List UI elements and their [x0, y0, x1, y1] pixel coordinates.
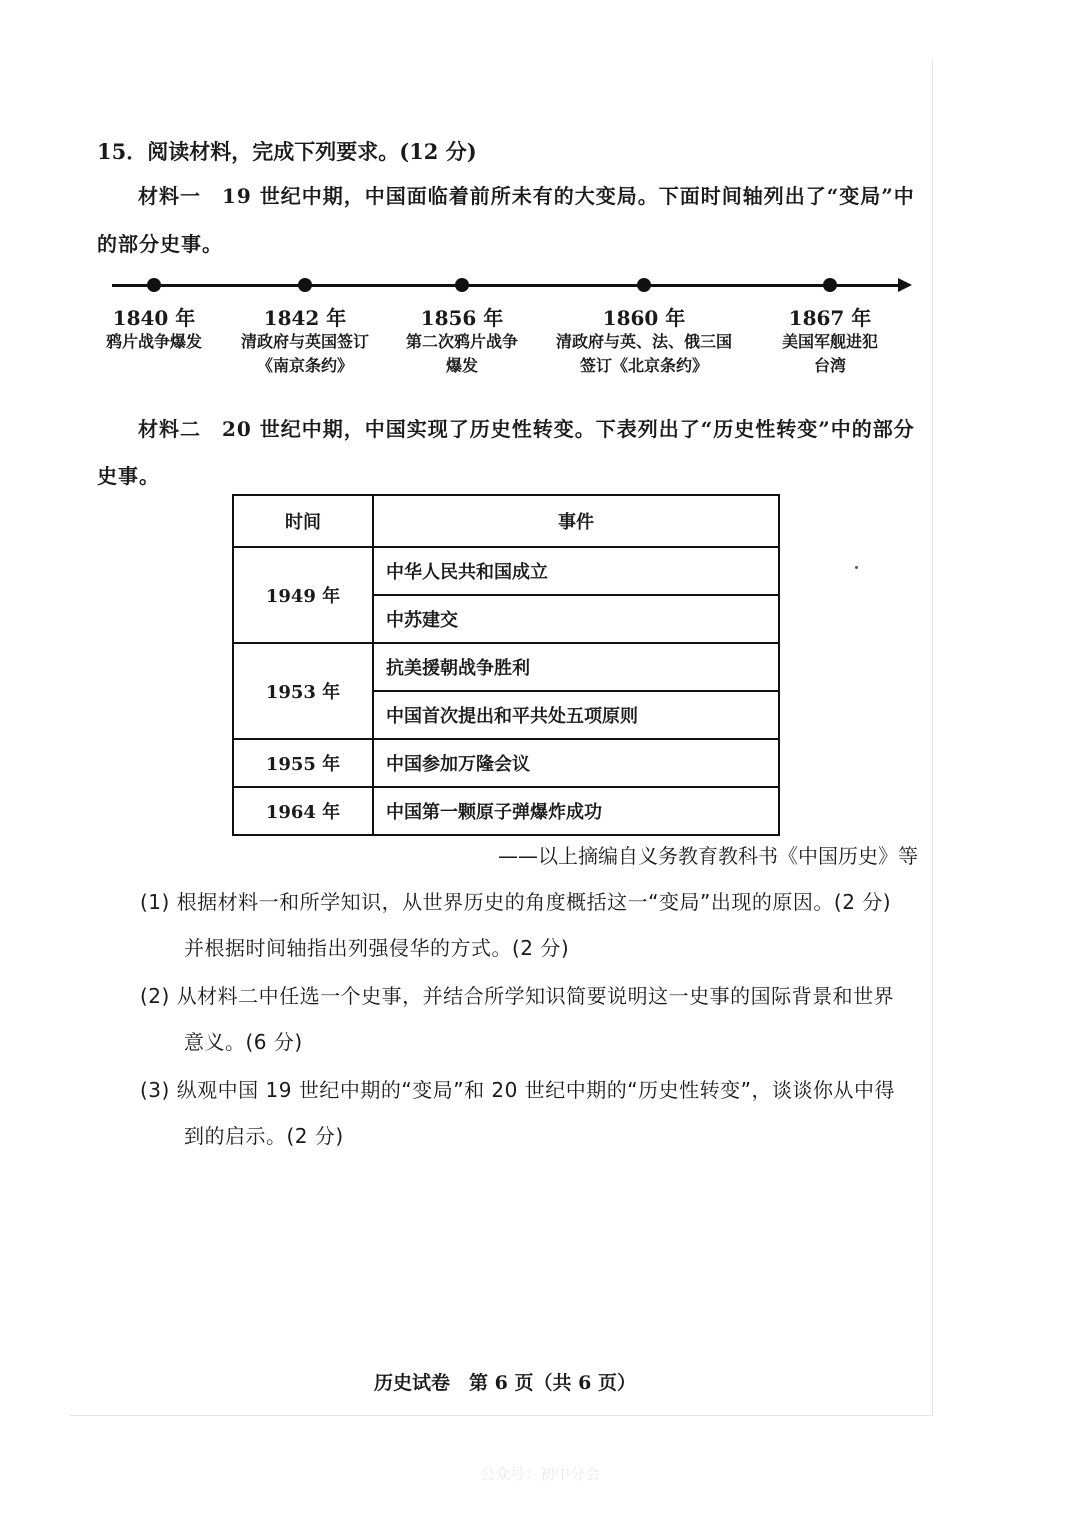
- scan-speck: [855, 566, 858, 569]
- timeline-node: [382, 272, 542, 378]
- timeline-dot: [455, 278, 469, 292]
- timeline-year: 1867 年: [788, 306, 872, 330]
- timeline-year: 1860 年: [602, 306, 686, 330]
- timeline-event: 签订《北京条约》: [579, 356, 708, 375]
- table-row: [233, 547, 779, 595]
- timeline-year: 1856 年: [420, 306, 504, 330]
- question-2-line1: (2) 从材料二中任选一个史事，并结合所学知识简要说明这一史事的国际背景和世界: [140, 984, 895, 1008]
- material2-line1: 材料二 20 世纪中期，中国实现了历史性转变。下表列出了“历史性转变”中的部分: [138, 417, 915, 441]
- source-citation: ——以上摘编自义务教育教科书《中国历史》等: [498, 844, 918, 868]
- timeline-node: [750, 272, 910, 378]
- timeline-dot: [637, 278, 651, 292]
- material1-line2: 的部分史事。: [97, 232, 223, 256]
- question-3-line1: (3) 纵观中国 19 世纪中期的“变局”和 20 世纪中期的“历史性转变”，谈谈你从中得: [140, 1078, 895, 1102]
- watermark: 公众号：初中分会: [479, 1465, 600, 1483]
- table-year-cell: 1953 年: [233, 643, 373, 739]
- table-event-cell: 中华人民共和国成立: [373, 547, 779, 595]
- table-header-row: [233, 495, 779, 547]
- table-event-cell: 抗美援朝战争胜利: [373, 643, 779, 691]
- table-row: [233, 643, 779, 691]
- timeline-year: 1842 年: [263, 306, 347, 330]
- timeline-event: 第二次鸦片战争: [405, 332, 518, 351]
- table-header: 事件: [373, 495, 779, 547]
- table-event-cell: 中苏建交: [373, 595, 779, 643]
- timeline-event: 台湾: [813, 356, 846, 375]
- question-3-line2: 到的启示。(2 分): [184, 1124, 344, 1148]
- timeline-dot: [298, 278, 312, 292]
- timeline-event: 清政府与英、法、俄三国: [555, 332, 732, 351]
- table-year-cell: 1955 年: [233, 739, 373, 787]
- table-row: [233, 739, 779, 787]
- question-1-line2: 并根据时间轴指出列强侵华的方式。(2 分): [184, 936, 570, 960]
- question-title: 15．阅读材料，完成下列要求。(12 分): [97, 139, 477, 164]
- timeline-year: 1840 年: [112, 306, 196, 330]
- timeline-event: 爆发: [445, 356, 478, 375]
- timeline: [100, 272, 920, 392]
- table-event-cell: 中国首次提出和平共处五项原则: [373, 691, 779, 739]
- material1-line1: 材料一 19 世纪中期，中国面临着前所未有的大变局。下面时间轴列出了“变局”中: [138, 184, 915, 208]
- question-1-line1: (1) 根据材料一和所学知识，从世界历史的角度概括这一“变局”出现的原因。(2 分): [140, 890, 892, 914]
- timeline-dot: [147, 278, 161, 292]
- table-header: 时间: [233, 495, 373, 547]
- table-year-cell: 1964 年: [233, 787, 373, 835]
- material2-line2: 史事。: [97, 464, 160, 488]
- timeline-event: 鸦片战争爆发: [105, 332, 202, 351]
- timeline-event: 《南京条约》: [256, 356, 353, 375]
- page-footer: 历史试卷 第 6 页（共 6 页）: [374, 1372, 636, 1394]
- events-table: [232, 494, 780, 836]
- table-row: [233, 787, 779, 835]
- timeline-dot: [823, 278, 837, 292]
- question-2-line2: 意义。(6 分): [184, 1030, 303, 1054]
- table-event-cell: 中国第一颗原子弹爆炸成功: [373, 787, 779, 835]
- timeline-node: [544, 272, 744, 378]
- timeline-node: [225, 272, 385, 378]
- table-year-cell: 1949 年: [233, 547, 373, 643]
- timeline-event: 清政府与英国签订: [240, 332, 369, 351]
- timeline-node: [74, 272, 234, 354]
- table-event-cell: 中国参加万隆会议: [373, 739, 779, 787]
- timeline-event: 美国军舰进犯: [781, 332, 878, 351]
